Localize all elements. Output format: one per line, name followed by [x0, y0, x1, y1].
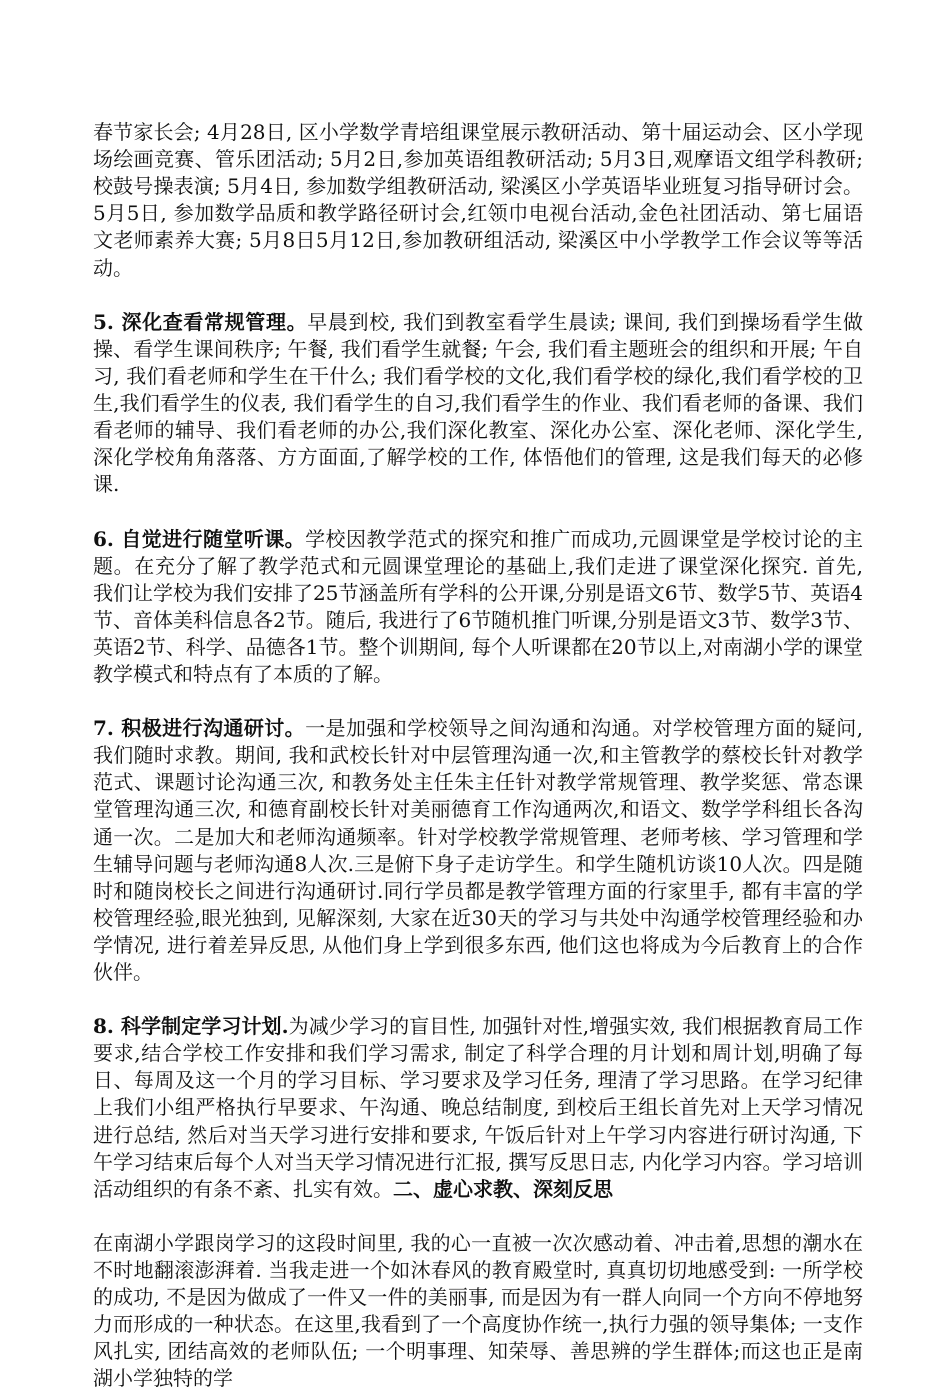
paragraph-text: 学校因教学范式的探究和推广而成功,元圆课堂是学校讨论的主题。在充分了解了教学范式和元圆课堂理论的基础上,我们走进了课堂深化探究. 首先, 我们让学校为我们安排了25节涵盖所有学科的公开课,分别是语文6节、数学5节、英语4节、音体美科信息各2节。随后, 我进行了6节随机推门听课,分别是语文3节、数学3节、英语2节、科学、品德各1节。整个训期间, 每个人听课都在20节以上,对南湖小学的课堂教学模式和特点有了本质的了解。	[93, 526, 864, 686]
paragraph-continuation	[93, 92, 863, 282]
paragraph-heading: 6. 自觉进行随堂听课。	[93, 526, 306, 551]
document-page	[93, 92, 863, 1393]
section-heading: 二、虚心求教、深刻反思	[393, 1176, 613, 1201]
paragraph-routine-management	[93, 282, 863, 499]
paragraph-heading: 7. 积极进行沟通研讨。	[93, 716, 306, 741]
paragraph-text: 早晨到校, 我们到教室看学生晨读; 课间, 我们到操场看学生做操、看学生课间秩序; 午餐, 我们看学生就餐; 午会, 我们看主题班会的组织和开展; 午自习, 我们看老师和学生在干什么; 我们看学校的文化,我们看学校的绿化,我们看学校的卫生,我们看学生的仪表, 我们看学生的自习,我们看学生的作业、我们看老师的备课、我们看老师的辅导、我们看老师的办公,我们深化教室、深化办公室、深化老师、深化学生,深化学校角角落落、方方面面,了解学校的工作, 体悟他们的管理, 这是我们每天的必修课.	[93, 309, 863, 497]
paragraph-study-plan	[93, 986, 863, 1203]
paragraph-text: 在南湖小学跟岗学习的这段时间里, 我的心一直被一次次感动着、冲击着,思想的潮水在不时地翻滚澎湃着. 当我走进一个如沐春风的教育殿堂时, 真真切切地感受到: 一所学校的成功, 不是因为做成了一件又一件的美丽事, 而是因为有一群人向同一个方向不停地努力而形成的一种状态。在这里,我看到了一个高度协作统一,执行力强的领导集体; 一支作风扎实, 团结高效的老师队伍; 一个明事理、知荣辱、善思辨的学生群体;而这也正是南湖小学独特的学	[93, 1230, 863, 1391]
paragraph-text: 一是加强和学校领导之间沟通和沟通。对学校管理方面的疑问,我们随时求教。期间, 我和武校长针对中层管理沟通一次,和主管教学的蔡校长针对教学范式、课题讨论沟通三次, 和教务处主任朱主任针对教学常规管理、教学奖惩、常态课堂管理沟通三次, 和德育副校长针对美丽德育工作沟通两次,和语文、数学学科组长各沟通一次。二是加大和老师沟通频率。针对学校教学常规管理、老师考核、学习管理和学生辅导问题与老师沟通8人次.三是俯下身子走访学生。和学生随机访谈10人次。四是随时和随岗校长之间进行沟通研讨.同行学员都是教学管理方面的行家里手, 都有丰富的学校管理经验,眼光独到, 见解深刻, 大家在近30天的学习与共处中沟通学校管理经验和办学情况, 进行着差异反思, 从他们身上学到很多东西, 他们这也将成为今后教育上的合作伙伴。	[93, 716, 864, 984]
paragraph-heading: 8. 科学制定学习计划.	[93, 1014, 289, 1039]
paragraph-heading: 5. 深化查看常规管理。	[93, 309, 308, 334]
paragraph-class-observation	[93, 498, 863, 688]
paragraph-communication	[93, 688, 863, 986]
paragraph-reflection	[93, 1203, 863, 1393]
paragraph-text: 春节家长会; 4月28日, 区小学数学青培组课堂展示教研活动、第十届运动会、区小学现场绘画竞赛、管乐团活动; 5月2日,参加英语组教研活动; 5月3日,观摩语文组学科教研; 校鼓号操表演; 5月4日, 参加数学组教研活动, 梁溪区小学英语毕业班复习指导研讨会。5月5日, 参加数学品质和教学路径研讨会,红领巾电视台活动,金色社团活动、第七届语文老师素养大赛; 5月8日5月12日,参加教研组活动, 梁溪区中小学教学工作会议等等活动。	[93, 120, 863, 280]
paragraph-text: 为减少学习的盲目性, 加强针对性,增强实效, 我们根据教育局工作要求,结合学校工作安排和我们学习需求, 制定了科学合理的月计划和周计划,明确了每日、每周及这一个月的学习目标、学习要求及学习任务, 理清了学习思路。在学习纪律上我们小组严格执行早要求、午沟通、晚总结制度, 到校后王组长首先对上天学习情况进行总结, 然后对当天学习进行安排和要求, 午饭后针对上午学习内容进行研讨沟通, 下午学习结束后每个人对当天学习情况进行汇报, 撰写反思日志, 内化学习内容。学习培训活动组织的有条不紊、扎实有效。	[93, 1014, 863, 1201]
